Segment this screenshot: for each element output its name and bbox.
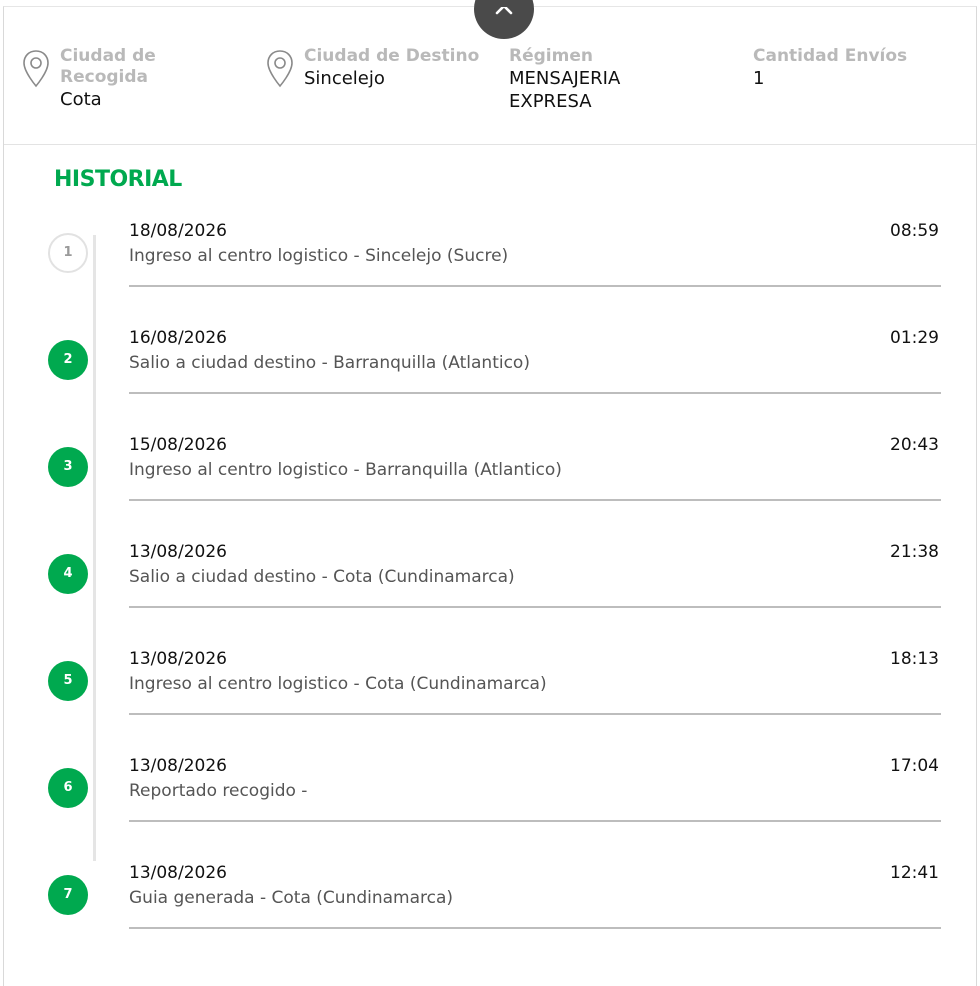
pickup-city-field [60, 46, 156, 111]
shipments-value: 1 [753, 68, 765, 89]
event-time: 17:04 [890, 756, 939, 776]
event-description: Salio a ciudad destino - Cota (Cundinamarca) [129, 567, 515, 587]
step-badge: 2 [48, 340, 88, 380]
event-time: 12:41 [890, 863, 939, 883]
divider [129, 392, 941, 394]
destination-city-value: Sincelejo [304, 68, 385, 89]
event-date: 16/08/2026 [129, 328, 227, 348]
location-pin-icon [22, 49, 50, 89]
event-description: Guia generada - Cota (Cundinamarca) [129, 888, 454, 908]
history-event [4, 542, 976, 661]
step-badge: 4 [48, 554, 88, 594]
regime-value-2: EXPRESA [509, 91, 592, 112]
event-date: 15/08/2026 [129, 435, 227, 455]
event-date: 13/08/2026 [129, 756, 227, 776]
event-time: 18:13 [890, 649, 939, 669]
event-date: 13/08/2026 [129, 542, 227, 562]
event-description: Reportado recogido - [129, 781, 308, 801]
event-time: 01:29 [890, 328, 939, 348]
history-title: HISTORIAL [54, 167, 182, 192]
history-event [4, 863, 976, 982]
event-date: 13/08/2026 [129, 649, 227, 669]
step-badge: 7 [48, 875, 88, 915]
regime-label: Régimen [509, 46, 593, 66]
regime-value: MENSAJERIA [509, 68, 621, 89]
divider [129, 820, 941, 822]
step-badge: 1 [48, 233, 88, 273]
divider [129, 713, 941, 715]
event-date: 13/08/2026 [129, 863, 227, 883]
event-date: 18/08/2026 [129, 221, 227, 241]
event-time: 20:43 [890, 435, 939, 455]
history-event [4, 435, 976, 554]
history-event [4, 221, 976, 340]
destination-city-field [304, 46, 479, 90]
location-pin-icon [266, 49, 294, 89]
destination-city-label: Ciudad de Destino [304, 46, 480, 66]
step-badge: 5 [48, 661, 88, 701]
step-badge: 6 [48, 768, 88, 808]
tracking-panel [3, 6, 977, 986]
shipments-field [753, 46, 907, 90]
event-description: Ingreso al centro logistico - Barranquilla (Atlantico) [129, 460, 562, 480]
history-event [4, 649, 976, 768]
event-time: 21:38 [890, 542, 939, 562]
divider [129, 285, 941, 287]
divider [129, 499, 941, 501]
shipment-info [4, 7, 976, 145]
divider [129, 606, 941, 608]
event-time: 08:59 [890, 221, 939, 241]
history-event [4, 756, 976, 875]
event-description: Ingreso al centro logistico - Cota (Cundinamarca) [129, 674, 547, 694]
step-badge: 3 [48, 447, 88, 487]
event-description: Ingreso al centro logistico - Sincelejo (Sucre) [129, 246, 509, 266]
pickup-city-label: Ciudad de [60, 46, 156, 66]
divider [129, 927, 941, 929]
history-event [4, 328, 976, 447]
shipments-label: Cantidad Envíos [753, 46, 908, 66]
pickup-city-label-2: Recogida [60, 67, 149, 87]
regime-field [509, 46, 620, 113]
event-description: Salio a ciudad destino - Barranquilla (Atlantico) [129, 353, 530, 373]
pickup-city-value: Cota [60, 89, 102, 110]
